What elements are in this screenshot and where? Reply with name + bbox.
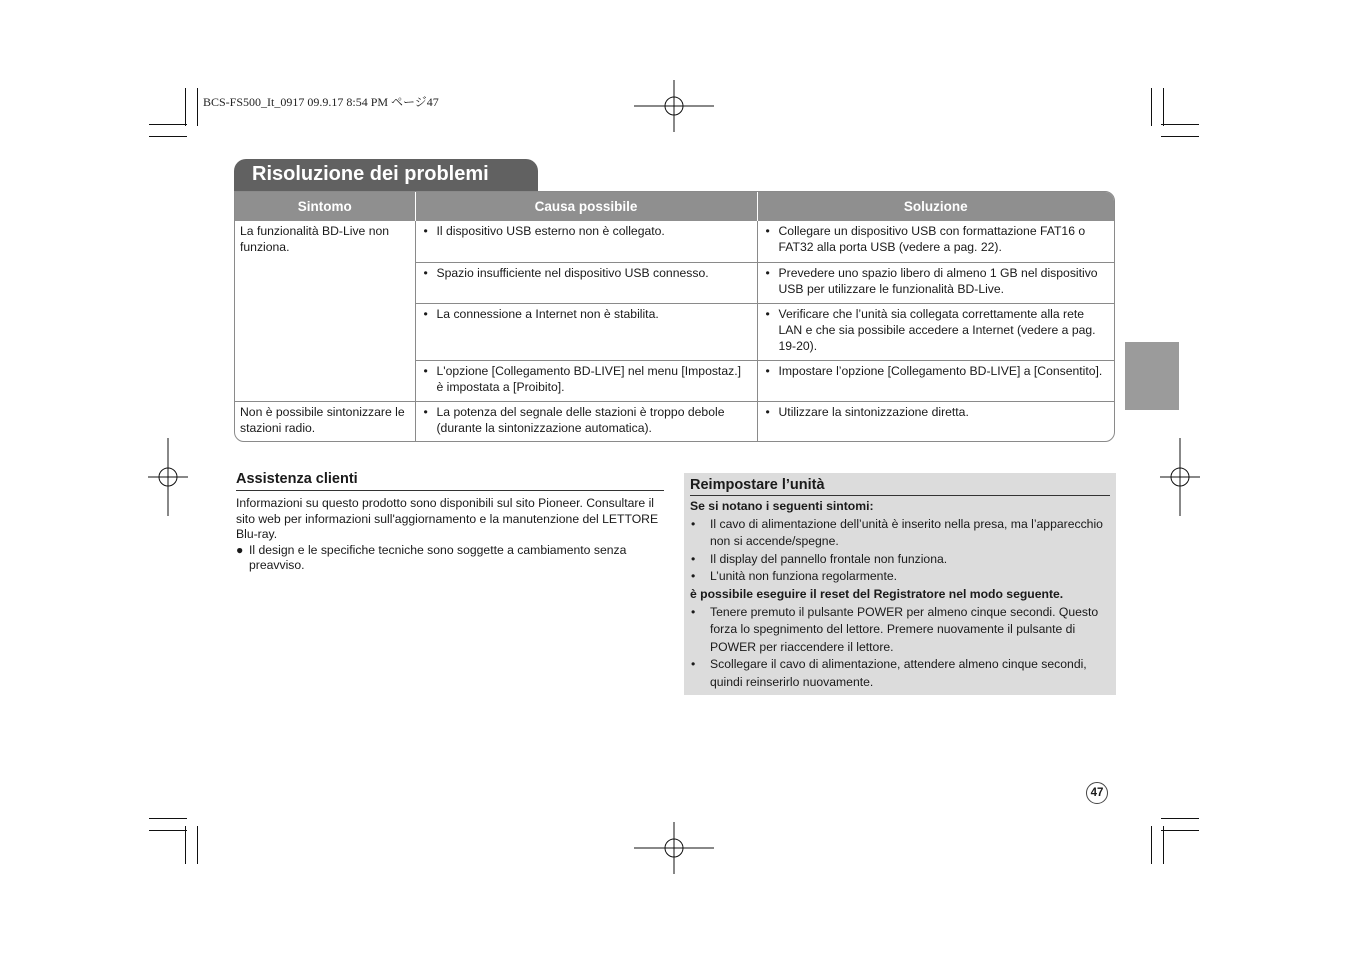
reset-action: • Tenere premuto il pulsante POWER per almeno cinque secondi. Questo forza lo spegnimento del lettore. Premere nuovamente il pulsante di POWER per riaccendere il lettore.	[690, 604, 1110, 657]
table-header-row	[235, 192, 1114, 221]
registration-mark-left	[148, 438, 188, 516]
registration-mark-bottom	[634, 822, 714, 874]
header-solution: Soluzione	[757, 192, 1114, 221]
assistance-bullet	[236, 543, 666, 574]
section-title: Risoluzione dei problemi	[234, 159, 538, 193]
cause-cell: • La potenza del segnale delle stazioni è troppo debole (durante la sintonizzazione automatica).	[415, 401, 757, 442]
reset-box	[684, 473, 1116, 695]
page-number: 47	[1086, 782, 1108, 804]
reset-action-intro: è possibile eseguire il reset del Registratore nel modo seguente.	[690, 586, 1064, 601]
print-header: BCS-FS500_It_0917 09.9.17 8:54 PM ページ47	[203, 95, 439, 109]
cause-cell: • La connessione a Internet non è stabilita.	[415, 303, 757, 360]
solution-cell: • Verificare che l’unità sia collegata correttamente alla rete LAN e che sia possibile accedere a Internet (vedere a pag. 19-20).	[757, 303, 1114, 360]
symptom-cell: Non è possibile sintonizzare le stazioni radio.	[235, 401, 415, 442]
table-row	[235, 221, 1114, 262]
assistance-body	[236, 496, 666, 574]
assistance-title: Assistenza clienti	[236, 471, 664, 491]
header-symptom: Sintomo	[235, 192, 415, 221]
registration-mark-right	[1160, 438, 1200, 516]
reset-symptom: • Il display del pannello frontale non funziona.	[690, 551, 1110, 569]
assistance-bullet-text: Il design e le specifiche tecniche sono soggette a cambiamento senza preavviso.	[249, 542, 627, 572]
cause-cell: • Spazio insufficiente nel dispositivo USB connesso.	[415, 262, 757, 303]
solution-cell: • Collegare un dispositivo USB con formattazione FAT16 o FAT32 alla porta USB (vedere a pag. 22).	[757, 221, 1114, 262]
cause-cell: • Il dispositivo USB esterno non è collegato.	[415, 221, 757, 262]
cause-cell: • L'opzione [Collegamento BD-LIVE] nel menu [Impostaz.] è impostata a [Proibito].	[415, 360, 757, 401]
side-tab-marker	[1125, 342, 1179, 410]
solution-cell: • Impostare l’opzione [Collegamento BD-LIVE] a [Consentito].	[757, 360, 1114, 401]
reset-symptom: • L’unità non funziona regolarmente.	[690, 568, 1110, 586]
reset-intro: Se si notano i seguenti sintomi:	[690, 499, 874, 513]
troubleshooting-table	[234, 191, 1115, 442]
reset-title: Reimpostare l’unità	[690, 477, 1110, 496]
header-cause: Causa possibile	[415, 192, 757, 221]
bullet-dot-icon: ●	[236, 542, 244, 557]
registration-mark-top	[634, 80, 714, 132]
assistance-text: Informazioni su questo prodotto sono disponibili sul sito Pioneer. Consultare il sito web per informazioni sull'aggiornamento e la manutenzione del LETTORE Blu-ray.	[236, 496, 659, 541]
reset-action: • Scollegare il cavo di alimentazione, attendere almeno cinque secondi, quindi reinserirlo nuovamente.	[690, 656, 1110, 691]
solution-cell: • Utilizzare la sintonizzazione diretta.	[757, 401, 1114, 442]
symptom-cell: La funzionalità BD-Live non funziona.	[235, 221, 415, 401]
table-row	[235, 401, 1114, 442]
solution-cell: • Prevedere uno spazio libero di almeno 1 GB nel dispositivo USB per utilizzare le funzionalità BD-Live.	[757, 262, 1114, 303]
reset-symptom: • Il cavo di alimentazione dell’unità è inserito nella presa, ma l’apparecchio non si accende/spegne.	[690, 516, 1110, 551]
